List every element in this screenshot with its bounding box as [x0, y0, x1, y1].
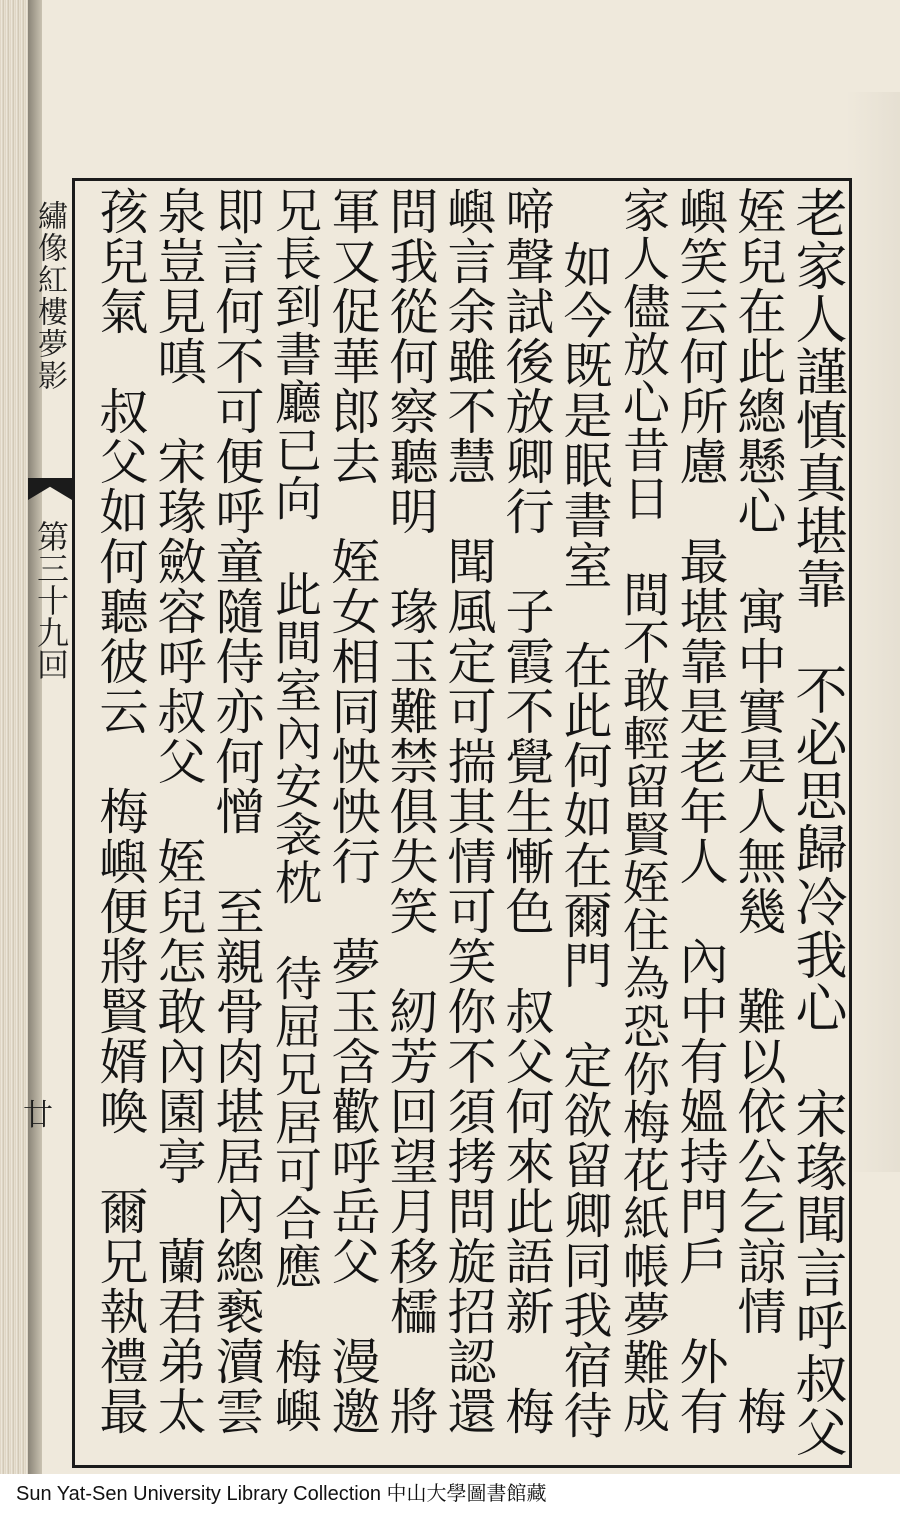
- text-column-6: 啼聲試後放卿行 子霞不覺生慚色 叔父何來此語新 梅: [498, 186, 555, 1436]
- chapter-label: 第三十九回: [32, 520, 70, 680]
- banxin-title: 繡像紅樓夢影: [32, 200, 67, 392]
- page-right-margin: [846, 92, 900, 1172]
- text-column-1: 老家人謹慎真堪靠 不必思歸冷我心 宋瑑聞言呼叔父: [786, 186, 846, 1458]
- text-column-8: 問我從何察聽明 瑑玉難禁俱失笑 紉芳回望月移櫺 將: [382, 186, 439, 1436]
- text-column-12: 泉豈見嗔 宋瑑斂容呼叔父 姪兒怎敢內園亭 蘭君弟太: [150, 186, 207, 1436]
- text-column-9: 軍又促華郎去 姪女相同怏怏行 夢玉含歡呼岳父 漫邀: [324, 186, 381, 1436]
- text-column-7: 嶼言余雖不慧 聞風定可揣其情可笑你不須拷問旋招認還: [440, 186, 497, 1436]
- library-watermark-footer: Sun Yat-Sen University Library Collection 中山大學圖書館藏: [0, 1474, 900, 1514]
- text-column-4: 家人儘放心昔日 間不敢輕留賢姪住為恐你梅花紙帳夢難成: [615, 186, 670, 1434]
- text-column-11: 即言何不可便呼童隨侍亦何憎 至親骨肉堪居內總褻瀆雲: [208, 186, 265, 1436]
- text-column-5: 如今既是眠書室 在此何如在爾門 定欲留卿同我宿待: [556, 240, 613, 1440]
- text-column-10: 兄長到書廳已向 此間室內安衾枕 待屈兄居可合應 梅嶼: [267, 186, 322, 1434]
- text-column-2: 姪兒在此總懸心 寓中實是人無幾 難以依公乞諒情 梅: [730, 186, 787, 1436]
- page-stack-edge: [0, 0, 28, 1514]
- text-column-13: 孩兒氣 叔父如何聽彼云 梅嶼便將賢婿喚 爾兄執禮最: [92, 186, 149, 1436]
- text-column-3: 嶼笑云何所慮 最堪靠是老年人 內中有媼持門戶 外有: [672, 186, 729, 1436]
- page-number: 廿: [23, 1098, 53, 1133]
